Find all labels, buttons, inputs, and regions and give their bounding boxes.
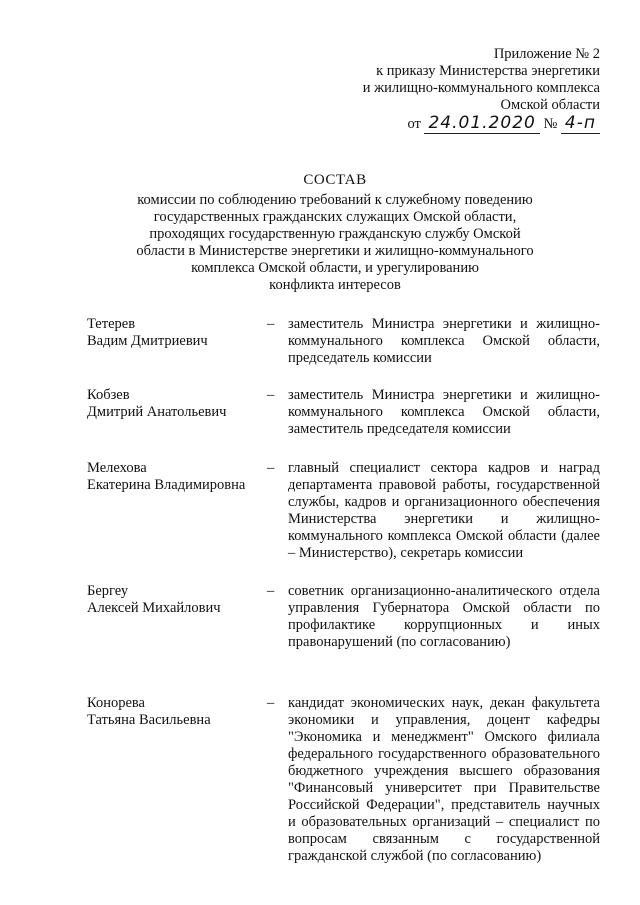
member-name bbox=[87, 460, 267, 562]
member-role: заместитель Министра энергетики и жилищно-коммунального комплекса Омской области, председатель комиссии bbox=[288, 316, 600, 366]
member-row bbox=[87, 460, 600, 562]
member-row bbox=[87, 583, 600, 651]
member-role: заместитель Министра энергетики и жилищно-коммунального комплекса Омской области, заместитель председателя комиссии bbox=[288, 387, 600, 437]
subtitle-line: комиссии по соблюдению требований к служебному поведению bbox=[137, 192, 533, 208]
number-prefix: № bbox=[543, 116, 558, 132]
subtitle-line: государственных гражданских служащих Омской области, bbox=[153, 209, 517, 225]
order-date: 24.01.2020 bbox=[424, 113, 539, 134]
subtitle-line: области в Министерстве энергетики и жилищно-коммунального bbox=[136, 243, 534, 259]
member-surname: Бергеу bbox=[87, 583, 129, 599]
appendix-title: Приложение № 2 bbox=[493, 46, 600, 62]
member-role: советник организационно-аналитического отдела управления Губернатора Омской области по профилактике коррупционных и иных правонарушений (по согласованию) bbox=[288, 583, 600, 650]
member-given-name: Вадим Дмитриевич bbox=[87, 333, 208, 349]
member-row bbox=[87, 695, 600, 865]
member-given-name: Екатерина Владимировна bbox=[87, 477, 246, 493]
subtitle-line: комплекса Омской области, и урегулированию bbox=[191, 260, 479, 276]
member-given-name: Дмитрий Анатольевич bbox=[87, 404, 227, 420]
member-name bbox=[87, 316, 267, 367]
member-surname: Мелехова bbox=[87, 460, 147, 476]
member-given-name: Татьяна Васильевна bbox=[87, 712, 211, 728]
date-prefix: от bbox=[407, 116, 421, 132]
members-list bbox=[87, 316, 600, 865]
order-date-number bbox=[300, 115, 600, 133]
appendix-line: и жилищно-коммунального комплекса bbox=[362, 80, 600, 96]
member-row bbox=[87, 316, 600, 367]
subtitle-line: проходящих государственную гражданскую службу Омской bbox=[149, 226, 521, 242]
member-role: кандидат экономических наук, декан факультета экономики и управления, доцент кафедры "Экономика и менеджмент" Омского филиала федерального государственного образовательного бюджетного учреждения высшего образования "Финансовый университет при Правительстве Российской Федерации", представитель научных и образовательных организаций – специалист по вопросам связанным с государственной гражданской службой (по согласованию) bbox=[288, 695, 600, 864]
member-given-name: Алексей Михайлович bbox=[87, 600, 221, 616]
member-row bbox=[87, 387, 600, 438]
member-name bbox=[87, 695, 267, 865]
appendix-line: Омской области bbox=[500, 97, 600, 113]
subtitle-line: конфликта интересов bbox=[269, 277, 401, 293]
appendix-block bbox=[300, 46, 600, 133]
dash: – bbox=[267, 583, 275, 599]
member-surname: Кобзев bbox=[87, 387, 130, 403]
order-number: 4-п bbox=[561, 113, 600, 134]
dash: – bbox=[267, 316, 275, 332]
member-surname: Конорева bbox=[87, 695, 145, 711]
member-name bbox=[87, 387, 267, 438]
document-heading: СОСТАВ bbox=[303, 172, 367, 188]
member-name bbox=[87, 583, 267, 651]
member-surname: Тетерев bbox=[87, 316, 136, 332]
document-title bbox=[100, 172, 570, 294]
dash: – bbox=[267, 460, 275, 476]
dash: – bbox=[267, 387, 275, 403]
member-role: главный специалист сектора кадров и наград департамента правовой работы, государственной службы, кадров и организационного обеспечения Министерства энергетики и жилищно-коммунального комплекса Омской области (далее – Министерство), секретарь комиссии bbox=[288, 460, 600, 561]
appendix-line: к приказу Министерства энергетики bbox=[376, 63, 600, 79]
dash: – bbox=[267, 695, 275, 711]
